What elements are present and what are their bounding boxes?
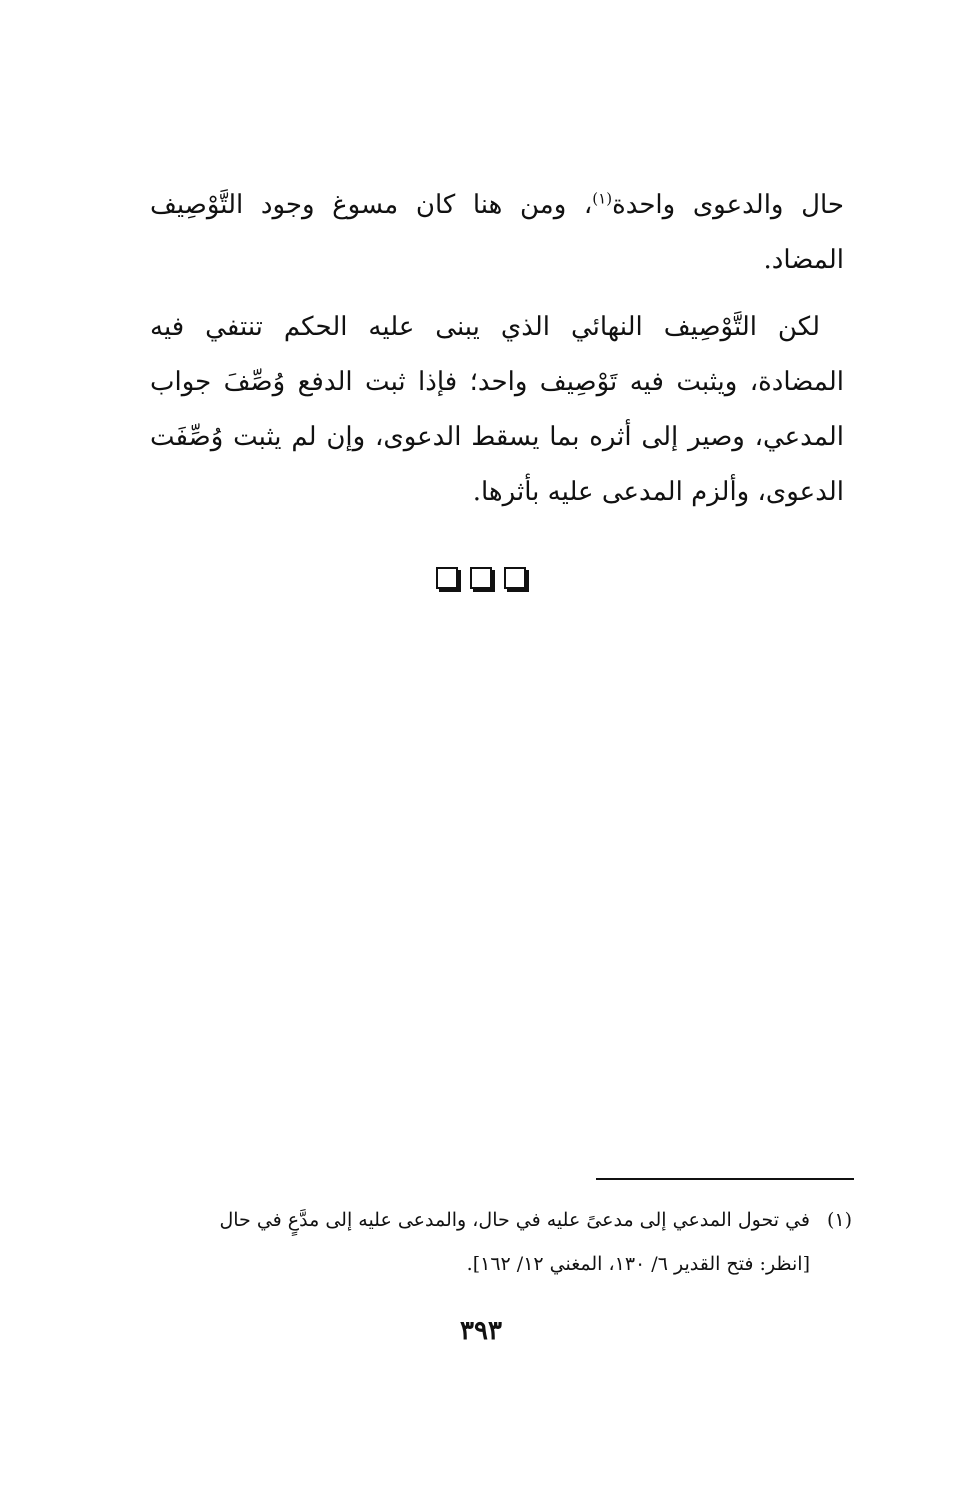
footnote-divider [596,1178,854,1180]
main-text [150,178,844,520]
footnotes [160,1198,852,1286]
footnote-text-line-1: في تحول المدعي إلى مدعىً عليه في حال، والمدعى عليه إلى مدَّعٍ في حال [219,1209,810,1231]
paragraph-1 [150,178,844,288]
footnote-text-line-2: [انظر: فتح القدير ٦/ ١٣٠، المغني ١٢/ ١٦٢]. [466,1253,810,1275]
square-box-icon [504,567,526,589]
paragraph-2-text: لكن التَّوْصِيف النهائي الذي يبنى عليه الحكم تنتفي فيه المضادة، ويثبت فيه تَوْصِيف واحد؛ فإذا ثبت الدفع وُصِّفَ جواب المدعي، وصير إلى أثره بما يسقط الدعوى، وإن لم يثبت وُصِّفَت الدعوى، وألزم المدعى عليه بأثرها. [150,312,844,507]
footnote-number: (١) [826,1209,852,1231]
page-number: ٣٩٣ [460,1316,502,1346]
square-box-icon [436,567,458,589]
paragraph-1-text-start: حال والدعوى واحدة [612,190,844,220]
footnote-1 [160,1198,852,1286]
square-box-icon [470,567,492,589]
paragraph-1-text-end: ، ومن هنا كان مسوغ وجود التَّوْصِيف المضاد. [150,190,844,275]
footnote-reference-1[interactable]: (١) [592,189,613,208]
paragraph-2 [150,300,844,520]
section-separator [0,567,962,589]
